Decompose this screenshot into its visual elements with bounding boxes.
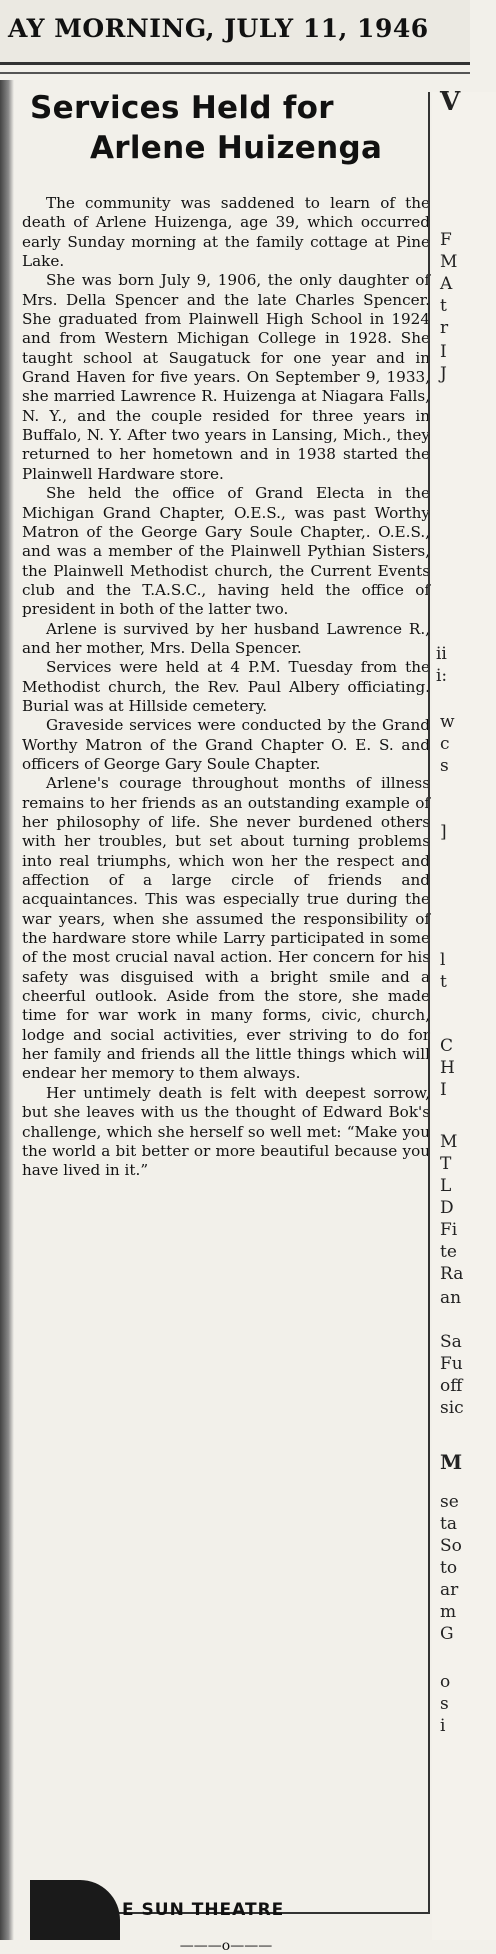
fragment: to [440,1558,458,1578]
next-heading-text: E SUN THEATRE [122,1900,285,1920]
paragraph: Her untimely death is felt with deepest sorrow, but she leaves with us the thought of Edward Bok's challenge, which she herself so well met: “Make you the world a bit better or more beautiful because you have lived in it.” [22,1083,430,1180]
fragment: se [440,1492,459,1512]
fragment: i [440,1716,446,1736]
fragment: o [440,1672,451,1692]
fragment: Fi [440,1220,458,1240]
paragraph: Graveside services were conducted by the Grand Worthy Matron of the Grand Chapter O. E. S. and officers of George Gary Soule Chapter. [22,716,430,773]
paragraph: Services were held at 4 P.M. Tuesday from the Methodist church, the Rev. Paul Albery officiating. Burial was at Hillside cemetery. [22,658,430,715]
fragment: C [440,1036,454,1056]
fragment: D [440,1198,454,1218]
fragment: J [440,364,447,384]
fragment: m [440,1602,457,1622]
fragment: Fu [440,1354,463,1374]
fragment: M [440,252,458,272]
obituary-article [22,88,430,1954]
column-rule [428,92,430,1912]
headline [22,88,430,168]
article-body [22,194,430,1181]
fragment: I [440,342,447,362]
fragment: t [440,296,447,316]
fragment: M [440,1450,463,1474]
fragment: A [440,274,453,294]
fragment: ta [440,1514,457,1534]
fragment: Ra [440,1264,464,1284]
fragment: ] [440,822,447,842]
paragraph: She was born July 9, 1906, the only daughter of Mrs. Della Spencer and the late Charles Spencer. She graduated from Plainwell High School in 1924 and from Western Michigan College in 1928. She taught school at Saugatuck for one year and in Grand Haven for five years. On September 9, 1933, she married Lawrence R. Huizenga at Niagara Falls, N. Y., and the couple resided for three years in Buffalo, N. Y. After two years in Lansing, Mich., they returned to her hometown and in 1938 started the Plainwell Hardware store. [22,271,430,483]
fragment: t [440,972,447,992]
fragment: So [440,1536,462,1556]
torn-ink-corner [30,1880,120,1940]
headline-line-1: Services Held for [30,90,334,126]
next-article-heading [30,1880,430,1940]
paragraph: She held the office of Grand Electa in the Michigan Grand Chapter, O.E.S., was past Worthy Matron of the George Gary Soule Chapter,. O.E.S., and was a member of the Plainwell Pythian Sisters, the Plainwell Methodist church, the Current Events club and the T.A.S.C., having held the office of president in both of the latter two. [22,484,430,619]
fragment: sic [440,1398,464,1418]
fragment: T [440,1154,452,1174]
paragraph: Arlene's courage throughout months of illness remains to her friends as an outstanding example of her philosophy of life. She never burdened others with her troubles, but set about turning problems into real triumphs, which won her the respect and affection of a large circle of friends and acquaintances. This was especially true during the war years, when she assumed the responsibility of the hardware store while Larry participated in some of the most crucial naval action. Her concern for his safety was disguised with a bright smile and a cheerful outlook. Aside from the store, she made time for war work in many forms, civic, church, lodge and social activities, ever striving to do for her family and friends all the little things which will endear her memory to them always. [22,774,430,1083]
paragraph: Arlene is survived by her husband Lawrence R., and her mother, Mrs. Della Spencer. [22,619,430,657]
fragment: I [440,1080,447,1100]
fragment: an [440,1288,462,1308]
fragment: H [440,1058,455,1078]
fragment: i: [436,666,448,686]
fragment: G [440,1624,454,1644]
fragment: w [440,712,455,732]
fragment: M [440,1132,458,1152]
fragment: L [440,1176,452,1196]
fragment: r [440,318,449,338]
fragment: ii [436,644,447,664]
fragment: F [440,230,452,250]
fragment: off [440,1376,463,1396]
fragment: Sa [440,1332,462,1352]
fragment: s [440,756,449,776]
adjacent-column-fragments [432,87,496,1940]
fragment: l [440,950,446,970]
masthead-rule [0,72,470,74]
fragment: s [440,1694,449,1714]
fragment: c [440,734,450,754]
dateline: AY MORNING, JULY 11, 1946 [8,14,429,43]
fragment: ar [440,1580,459,1600]
headline-line-2: Arlene Huizenga [90,130,383,166]
dateline-strip [0,0,470,65]
fragment: V [440,87,461,117]
fragment: te [440,1242,457,1262]
end-mark: ———o——— [179,1938,273,1954]
page-shadow [0,80,14,1940]
paragraph: The community was saddened to learn of the death of Arlene Huizenga, age 39, which occurred early Sunday morning at the family cottage at Pine Lake. [22,194,430,271]
